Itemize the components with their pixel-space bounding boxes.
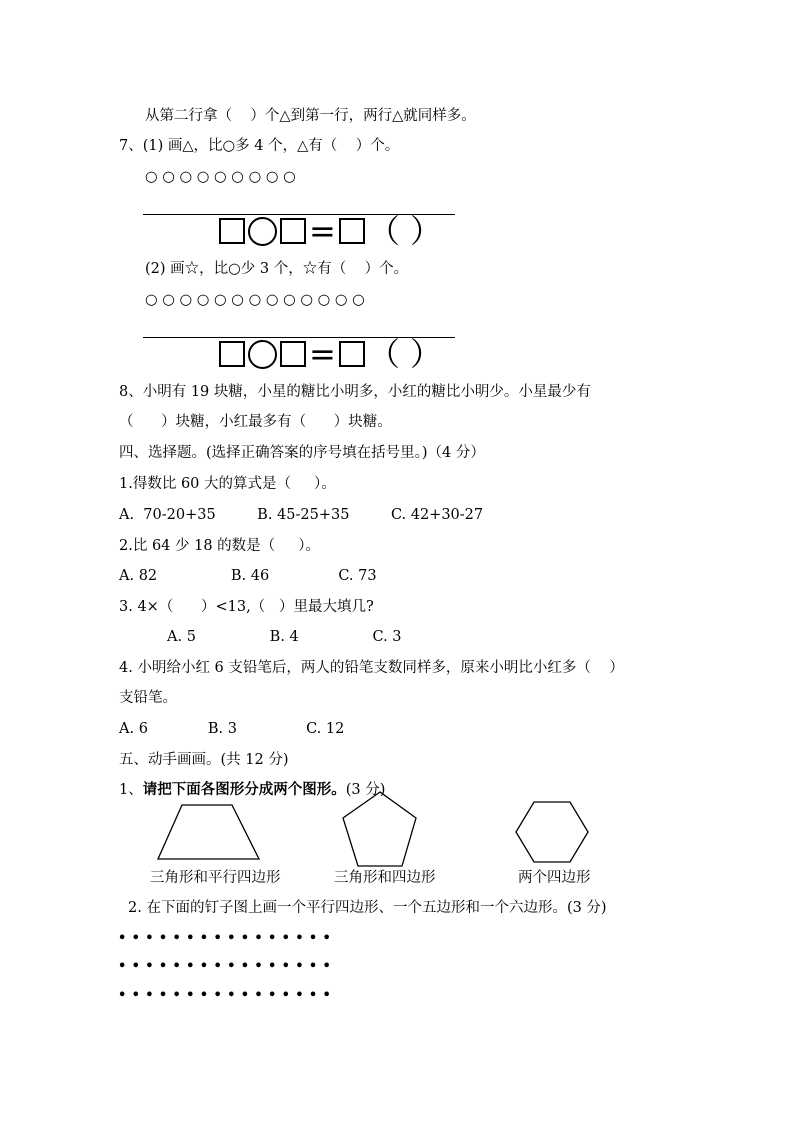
carryover-question: 从第二行拿（ ）个△到第一行，两行△就同样多。 (145, 108, 476, 124)
s4-q2-options: A. 82 B. 46 C. 73 (119, 568, 377, 584)
equals-sign: = (309, 335, 336, 373)
q7-part1: 7、(1) 画△，比○多 4 个，△有（ ）个。 (119, 138, 400, 154)
q7-part2: (2) 画☆，比○少 3 个，☆有（ ）个。 (145, 261, 409, 277)
s4-q2: 2.比 64 少 18 的数是（ ）。 (119, 538, 320, 554)
equation-template-1 (219, 212, 442, 250)
nail-dot-row-3: • • • • • • • • • • • • • • • • (118, 988, 332, 1003)
circle-row-9: ○ ○ ○ ○ ○ ○ ○ ○ ○ (145, 169, 296, 185)
trapezoid-figure (150, 802, 270, 864)
answer-paren: （ ） (367, 212, 442, 250)
equation-template-2 (219, 335, 442, 373)
s5-q1-bold: 请把下面各图形分成两个图形。 (142, 781, 346, 798)
section5-heading: 五、动手画画。(共 12 分) (119, 752, 289, 768)
s4-q3: 3. 4×（ ）<13,（ ）里最大填几? (119, 599, 374, 615)
box-shape (219, 341, 245, 367)
circle-shape (248, 217, 277, 246)
box-shape (339, 218, 365, 244)
pentagon-figure (335, 786, 425, 872)
s5-q2: 2. 在下面的钉子图上画一个平行四边形、一个五边形和一个六边形。(3 分) (128, 900, 607, 916)
s4-q1: 1.得数比 60 大的算式是（ ）。 (119, 476, 336, 492)
s5-q1-score: (3 分) (345, 782, 386, 798)
q8-line2: （ ）块糖，小红最多有（ ）块糖。 (119, 414, 392, 430)
caption-trapezoid: 三角形和平行四边形 (150, 870, 281, 886)
caption-hexagon: 两个四边形 (518, 870, 591, 886)
caption-pentagon: 三角形和四边形 (334, 870, 436, 886)
circle-row-13: ○ ○ ○ ○ ○ ○ ○ ○ ○ ○ ○ ○ ○ (145, 292, 365, 308)
s4-q3-options: A. 5 B. 4 C. 3 (167, 629, 402, 645)
s4-q4-options: A. 6 B. 3 C. 12 (119, 721, 345, 737)
s4-q1-options: A. 70-20+35 B. 45-25+35 C. 42+30-27 (119, 507, 484, 523)
s5-q1-prefix: 1、 (119, 782, 143, 798)
circle-shape (248, 340, 277, 369)
nail-dot-row-2: • • • • • • • • • • • • • • • • (118, 959, 332, 974)
q8-line1: 8、小明有 19 块糖，小星的糖比小明多，小红的糖比小明少。小星最少有 (119, 384, 591, 400)
answer-paren: （ ） (367, 335, 442, 373)
section4-heading: 四、选择题。(选择正确答案的序号填在括号里。)（4 分） (119, 445, 485, 461)
box-shape (339, 341, 365, 367)
box-shape (219, 218, 245, 244)
hexagon-figure (510, 798, 594, 866)
box-shape (280, 341, 306, 367)
s4-q4-line1: 4. 小明给小红 6 支铅笔后，两人的铅笔支数同样多，原来小明比小红多（ ） (119, 660, 624, 676)
box-shape (280, 218, 306, 244)
s4-q4-line2: 支铅笔。 (119, 690, 177, 706)
nail-dot-row-1: • • • • • • • • • • • • • • • • (118, 931, 332, 946)
equals-sign: = (309, 212, 336, 250)
